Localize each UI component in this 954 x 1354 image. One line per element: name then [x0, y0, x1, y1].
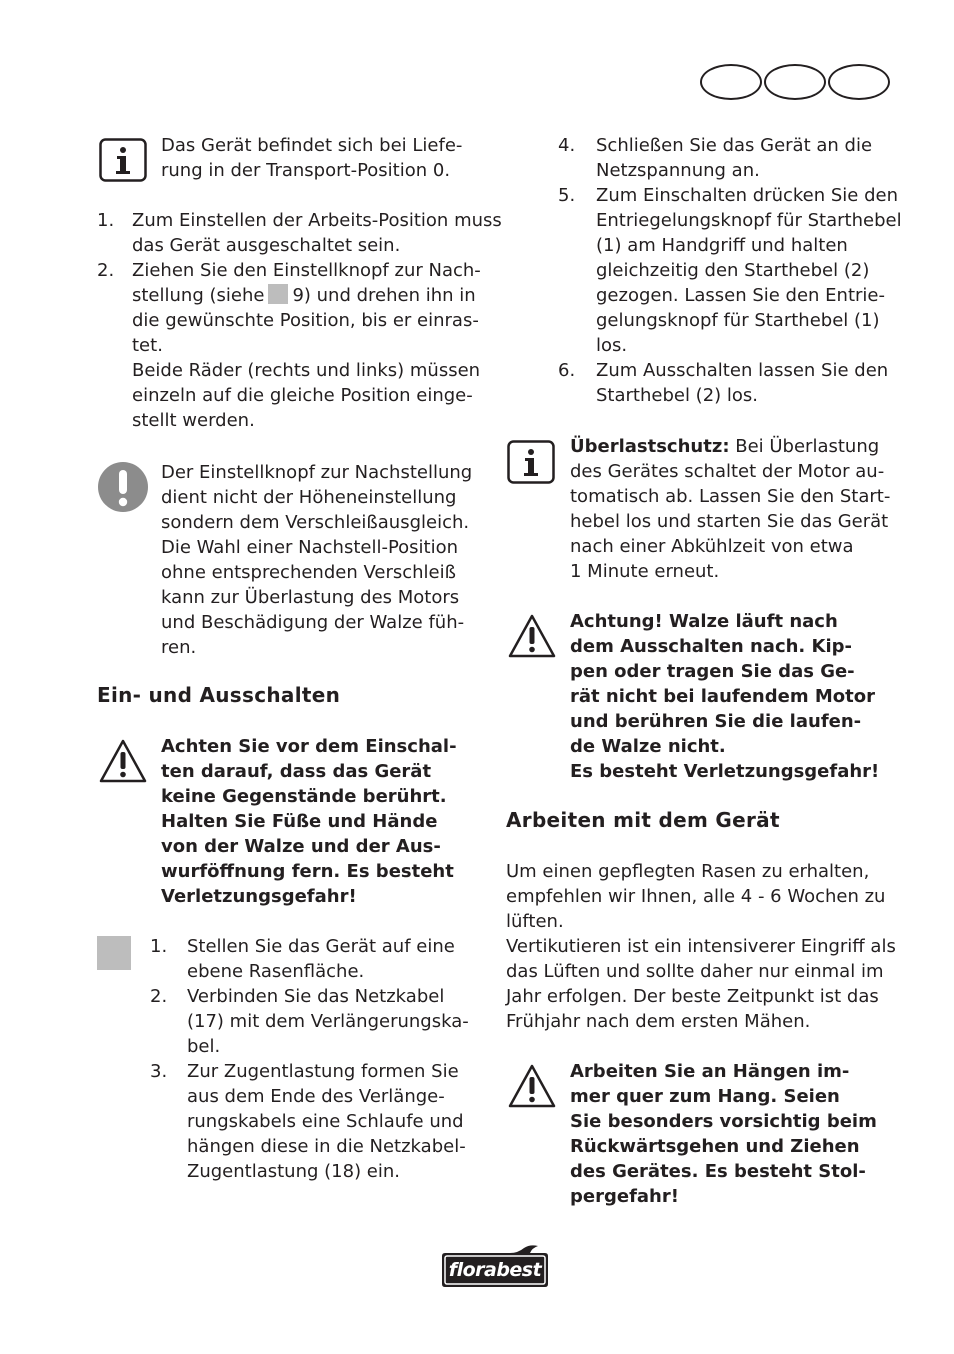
text-line: empfehlen wir Ihnen, alle 4 - 6 Wochen zu: [506, 886, 886, 907]
text-line: Verbinden Sie das Netzkabel: [187, 986, 445, 1007]
warning-triangle-icon: [507, 1063, 557, 1109]
language-ovals: [700, 64, 890, 100]
info-icon: [99, 138, 147, 182]
text-line: mer quer zum Hang. Seien: [570, 1086, 840, 1107]
text-line: rät nicht bei laufendem Motor: [570, 686, 875, 707]
step-number: 3.: [150, 1061, 168, 1082]
text-line: von der Walze und der Aus-: [161, 836, 441, 857]
text-line: die gewünschte Position, bis er einras-: [132, 310, 479, 331]
section-heading: Ein- und Ausschalten: [97, 683, 341, 707]
info-icon: [507, 440, 555, 484]
text-line: 1 Minute erneut.: [570, 561, 720, 582]
text-line: sondern dem Verschleißausgleich.: [161, 512, 470, 533]
text-line: los.: [596, 335, 628, 356]
text-line: pergefahr!: [570, 1186, 679, 1207]
florabest-logo: [438, 1244, 552, 1290]
text-line: Netzspannung an.: [596, 160, 760, 181]
text-line: Ziehen Sie den Einstellknopf zur Nach-: [132, 260, 481, 281]
warning-text-switch-on: [161, 734, 457, 909]
text-line: kann zur Überlastung des Motors: [161, 587, 460, 608]
text-line: des Gerätes schaltet der Motor au-: [570, 461, 885, 482]
text-line-with-figure-ref: [132, 283, 481, 308]
text-line: Der Einstellknopf zur Nachstellung: [161, 462, 473, 483]
text-line: (17) mit dem Verlängerungska-: [187, 1011, 469, 1032]
language-oval: [764, 64, 826, 100]
text-line: Zugentlastung (18) ein.: [187, 1161, 401, 1182]
text-line: rung in der Transport-Position 0.: [161, 160, 451, 181]
text-line: und berühren Sie die laufen-: [570, 711, 862, 732]
text-line: Zum Einstellen der Arbeits-Position muss: [132, 210, 502, 231]
section-heading: Arbeiten mit dem Gerät: [506, 808, 780, 832]
logo-text: florabest: [448, 1259, 542, 1281]
text-line: Entriegelungsknopf für Starthebel: [596, 210, 902, 231]
warning-triangle-icon: [98, 738, 148, 784]
step-number: 5.: [558, 185, 576, 206]
text-line: pen oder tragen Sie das Ge-: [570, 661, 855, 682]
text-line: Zum Ausschalten lassen Sie den: [596, 360, 889, 381]
step-number: 4.: [558, 135, 576, 156]
text-line: Arbeiten Sie an Hängen im-: [570, 1061, 850, 1082]
text-fragment: Bei Überlastung: [729, 436, 880, 457]
overload-label: Überlastschutz:: [570, 436, 730, 457]
text-line: Zum Einschalten drücken Sie den: [596, 185, 899, 206]
step-number: 6.: [558, 360, 576, 381]
text-line: das Gerät ausgeschaltet sein.: [132, 235, 401, 256]
language-oval: [700, 64, 762, 100]
warning-text-roller: [570, 609, 879, 784]
text-line: und Beschädigung der Walze füh-: [161, 612, 465, 633]
text-line: Das Gerät befindet sich bei Liefe-: [161, 135, 463, 156]
text-line: Verletzungsgefahr!: [161, 886, 357, 907]
info-text-transport: [161, 133, 462, 183]
text-line: lüften.: [506, 911, 564, 932]
warning-triangle-icon: [507, 613, 557, 659]
text-line: hängen diese in die Netzkabel-: [187, 1136, 466, 1157]
paragraph-lawn-care: [506, 859, 896, 1034]
text-line: keine Gegenstände berührt.: [161, 786, 447, 807]
text-line: Beide Räder (rechts und links) müssen: [132, 360, 481, 381]
text-line: dem Ausschalten nach. Kip-: [570, 636, 853, 657]
text-line: wurföffnung fern. Es besteht: [161, 861, 454, 882]
info-text-overload: [570, 434, 890, 584]
text-line: tomatisch ab. Lassen Sie den Start-: [570, 486, 891, 507]
text-line: nach einer Abkühlzeit von etwa: [570, 536, 854, 557]
text-line: tet.: [132, 335, 163, 356]
text-line: Achtung! Walze läuft nach: [570, 611, 838, 632]
step-number: 1.: [97, 210, 115, 231]
text-fragment: 9) und drehen ihn in: [292, 285, 476, 306]
note-text-adjuster: [161, 460, 472, 660]
exclamation-icon: [97, 461, 149, 513]
text-line: Sie besonders vorsichtig beim: [570, 1111, 877, 1132]
text-line: bel.: [187, 1036, 221, 1057]
step-number: 2.: [150, 986, 168, 1007]
text-line: Starthebel (2) los.: [596, 385, 759, 406]
text-line: hebel los und starten Sie das Gerät: [570, 511, 889, 532]
figure-reference-box: [268, 284, 288, 304]
text-line: stellt werden.: [132, 410, 255, 431]
text-line: gelungsknopf für Starthebel (1): [596, 310, 880, 331]
text-line: ten darauf, dass das Gerät: [161, 761, 432, 782]
text-line: ebene Rasenfläche.: [187, 961, 365, 982]
text-fragment: stellung (siehe: [132, 285, 265, 306]
text-line: de Walze nicht.: [570, 736, 726, 757]
text-line: Die Wahl einer Nachstell-Position: [161, 537, 459, 558]
text-line: Stellen Sie das Gerät auf eine: [187, 936, 455, 957]
text-line: Halten Sie Füße und Hände: [161, 811, 438, 832]
text-line: Vertikutieren ist ein intensiverer Eingriff als: [506, 936, 896, 957]
text-line: Jahr erfolgen. Der beste Zeitpunkt ist das: [506, 986, 879, 1007]
text-line: gleichzeitig den Starthebel (2): [596, 260, 870, 281]
text-line: das Lüften und sollte daher nur einmal im: [506, 961, 884, 982]
text-line: Achten Sie vor dem Einschal-: [161, 736, 457, 757]
text-line: aus dem Ende des Verlänge-: [187, 1086, 445, 1107]
text-line: ren.: [161, 637, 197, 658]
text-line: ohne entsprechenden Verschleiß: [161, 562, 456, 583]
step-number: 2.: [97, 260, 115, 281]
text-line: Frühjahr nach dem ersten Mähen.: [506, 1011, 811, 1032]
text-line: einzeln auf die gleiche Position einge-: [132, 385, 473, 406]
text-line: Es besteht Verletzungsgefahr!: [570, 761, 880, 782]
text-line: Zur Zugentlastung formen Sie: [187, 1061, 459, 1082]
text-line: Um einen gepflegten Rasen zu erhalten,: [506, 861, 870, 882]
text-line: Rückwärtsgehen und Ziehen: [570, 1136, 860, 1157]
step-number: 1.: [150, 936, 168, 957]
text-line: (1) am Handgriff und halten: [596, 235, 848, 256]
text-line: dient nicht der Höheneinstellung: [161, 487, 457, 508]
language-oval: [828, 64, 890, 100]
warning-text-slopes: [570, 1059, 877, 1209]
text-line: [570, 434, 890, 459]
text-line: gezogen. Lassen Sie den Entrie-: [596, 285, 885, 306]
figure-reference-box: [97, 936, 131, 970]
text-line: Schließen Sie das Gerät an die: [596, 135, 873, 156]
text-line: des Gerätes. Es besteht Stol-: [570, 1161, 866, 1182]
text-line: rungskabels eine Schlaufe und: [187, 1111, 464, 1132]
